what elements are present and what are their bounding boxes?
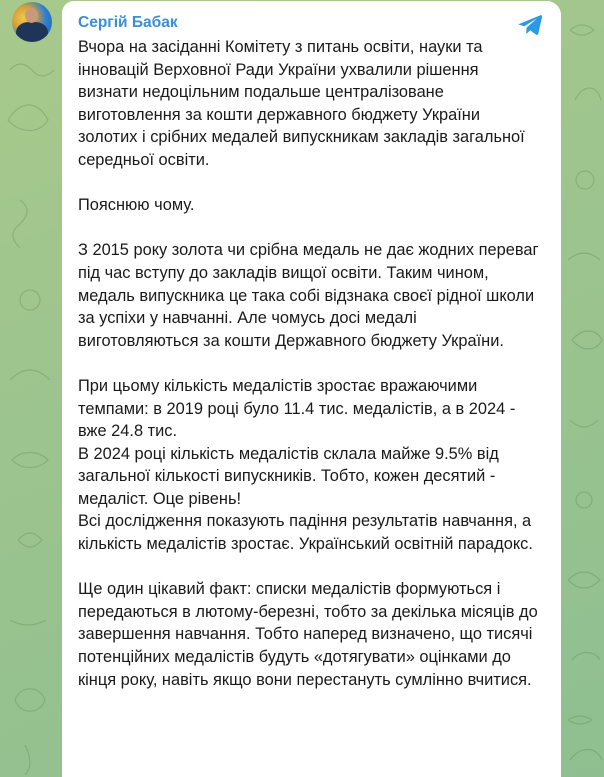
paragraph-spacer: [78, 172, 541, 195]
paragraph-spacer: [78, 556, 541, 579]
paragraph-decision: Вчора на засіданні Комітету з питань освіти, науки та інновацій Верховної Ради України ухвалили рішення визнати недоцільним подальше централізоване виготовлення за кошти державного бюджету України золотих і срібних медалей випускникам закладів загальної середньої освіти.: [78, 38, 530, 169]
paragraph-share: В 2024 році кількість медалістів склала майже 9.5% від загальної кількості випускників. Тобто, кожен десятий - медаліст. Оце рівень!: [78, 444, 504, 508]
paragraph-background: З 2015 року золота чи срібна медаль не дає жодних переваг під час вступу до закладів вищої освіти. Таким чином, медаль випускника це така собі відзнака своєї рідної школи за успіхи у навчанні. Але чомусь досі медалі виготовляються за кошти Державного бюджету України.: [78, 241, 544, 350]
telegram-icon[interactable]: [517, 14, 543, 36]
paragraph-spacer: [78, 217, 541, 240]
paragraph-paradox: Всі дослідження показують падіння результатів навчання, а кількість медалістів зростає. Український освітній парадокс.: [78, 512, 536, 554]
message-bubble: [62, 1, 561, 777]
message-text: [78, 36, 544, 691]
paragraph-fact: Ще один цікавий факт: списки медалістів формуються і передаються в лютому-березні, тобто за декілька місяців до завершення навчання. Тобто наперед визначено, що тисячі потенційних медалістів будуть «дотягувати» оцінками до кінця року, навіть якщо вони перестануть сумлінно вчитися.: [78, 580, 543, 689]
author-avatar[interactable]: [12, 2, 52, 42]
avatar-figure-body: [16, 22, 48, 42]
author-name[interactable]: Сергій Бабак: [78, 14, 178, 31]
paragraph-growth: При цьому кількість медалістів зростає вражаючими темпами: в 2019 році було 11.4 тис. медалістів, а в 2024 - вже 24.8 тис.: [78, 376, 520, 441]
paragraph-explain: Пояснюю чому.: [78, 196, 195, 215]
paragraph-spacer: [78, 352, 541, 375]
avatar-figure-head: [25, 8, 38, 23]
